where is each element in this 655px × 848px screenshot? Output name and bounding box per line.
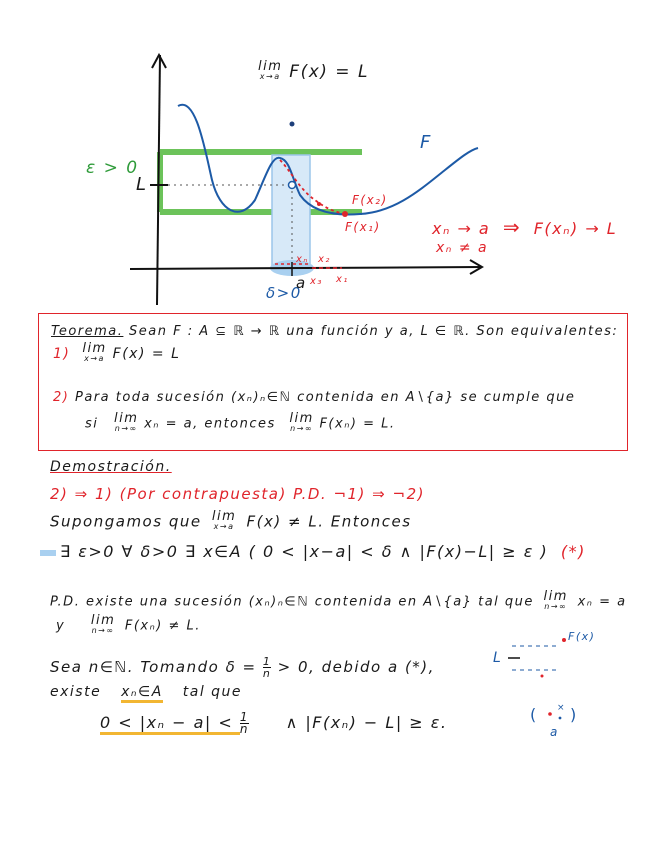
existe-b: tal que: [182, 684, 243, 700]
x3-axis-label: x₃: [310, 276, 323, 287]
y-lim: lim: [90, 613, 116, 628]
highlight-mark: [40, 550, 56, 556]
side-a-label: a: [550, 725, 559, 739]
theorem-item-2-cont: [85, 411, 396, 434]
theorem-item-1: [53, 341, 181, 364]
pd-lim: lim: [543, 589, 568, 604]
ineq-b: ∧ |F(xₙ) − L| ≥ ε.: [285, 713, 448, 732]
theorem-box: [38, 313, 628, 451]
proof-sea: [50, 656, 435, 679]
item2-mid: xₙ = a, entonces: [144, 416, 276, 432]
item1-lim-sub: x→a: [84, 354, 105, 363]
item2-end: F(xₙ) = L.: [319, 416, 396, 432]
exists-text: ∃ ε>0 ∀ δ>0 ∃ x∈A ( 0 < |x−a| < δ ∧ |F(x)−L| ≥ ε ): [60, 542, 549, 561]
proof-exists: [60, 542, 586, 561]
item2-lim-a: lim: [114, 411, 139, 426]
conv-rhs: F(xₙ) → L: [533, 219, 618, 238]
limit-rhs: F(x) = L: [289, 62, 369, 82]
suppose-lim-sub: x→a: [213, 522, 235, 531]
svg-text:): ): [570, 705, 577, 724]
fx1-label: F(x₁): [345, 220, 381, 234]
suppose-lim: lim: [211, 509, 237, 524]
sea-frac-num: 1: [262, 655, 272, 668]
item1-lim: lim: [82, 341, 107, 356]
L-label: L: [136, 174, 148, 195]
limit-expression: [258, 59, 369, 82]
x-axis: [130, 267, 482, 269]
item2-lim-b: lim: [289, 411, 314, 426]
conv-lhs: xₙ → a: [432, 219, 491, 238]
fx2-label: F(x₂): [352, 193, 388, 207]
proof-pd: [50, 589, 627, 612]
ineq-frac-den: n: [239, 722, 249, 736]
existe-xn: xₙ∈A: [121, 684, 163, 703]
fx2-point: [317, 202, 321, 206]
graph-figure: [0, 0, 655, 312]
f-label: F: [420, 132, 432, 153]
isolated-point: [290, 122, 295, 127]
pd-text: P.D. existe una sucesión (xₙ)ₙ∈ℕ contenida en A∖{a} tal que: [50, 594, 534, 610]
suppose-b: F(x) ≠ L. Entonces: [246, 512, 412, 531]
theorem-line-1: [51, 324, 618, 339]
item1-number: 1): [53, 346, 71, 362]
y-end: F(xₙ) ≠ L.: [124, 618, 201, 634]
item2-lim-b-sub: n→∞: [290, 424, 314, 433]
svg-text:(: (: [530, 705, 537, 724]
proof-y: [56, 613, 201, 636]
fx1-point: [342, 211, 348, 217]
convergence-statement: [432, 215, 617, 239]
function-curve: [178, 105, 478, 215]
item2-lim-a-sub: n→∞: [114, 424, 138, 433]
y-lim-sub: n→∞: [91, 626, 115, 635]
proof-inequality: [100, 712, 448, 735]
lim-word: lim: [258, 59, 283, 74]
sea-text: Sea n∈ℕ. Tomando δ =: [50, 658, 263, 676]
hole-point: [289, 182, 296, 189]
svg-text:×: ×: [557, 703, 565, 713]
sea-end: > 0, debido a (*),: [271, 658, 435, 676]
sea-frac-den: n: [262, 667, 272, 680]
pd-lim-sub: n→∞: [544, 602, 568, 611]
proof-direction: [50, 485, 425, 503]
delta-label: δ>0: [266, 284, 302, 302]
star-ref: (*): [560, 542, 586, 561]
y-word: y: [56, 618, 66, 634]
side-fx-label: F(x): [568, 630, 596, 643]
epsilon-label: ε > 0: [86, 158, 139, 178]
theorem-intro: Sean F : A ⊆ ℝ → ℝ una función y a, L ∈ ℝ. Son equivalentes:: [129, 324, 619, 339]
theorem-title: Teorema.: [51, 324, 124, 339]
implies-arrow: ⇒: [502, 215, 522, 239]
ineq-a: 0 < |xₙ − a| <: [100, 713, 240, 735]
theorem-item-2: [53, 390, 575, 405]
proof-existe: [50, 684, 242, 700]
side-L-label: L: [493, 650, 503, 666]
proof-suppose: [50, 509, 412, 532]
direction-text: 2) ⇒ 1) (Por contrapuesta) P.D. ¬1) ⇒ ¬2): [50, 485, 425, 503]
xn-axis-label: xₙ: [296, 254, 309, 265]
lim-subscript: x→a: [259, 72, 281, 81]
item2-number: 2): [53, 390, 70, 405]
conv-condition: xₙ ≠ a: [436, 240, 489, 256]
ineq-frac-num: 1: [239, 710, 249, 724]
a-label: a: [296, 274, 307, 292]
x1-axis-label: x₁: [336, 274, 349, 285]
item1-rhs: F(x) = L: [112, 346, 181, 362]
item2-si: si: [85, 416, 99, 432]
suppose-a: Supongamos que: [50, 512, 202, 531]
x2-axis-label: x₂: [318, 254, 331, 265]
existe-a: existe: [50, 684, 102, 700]
proof-title: Demostración.: [50, 459, 172, 475]
pd-end: xₙ = a: [577, 594, 627, 610]
item2-line1: Para toda sucesión (xₙ)ₙ∈ℕ contenida en A∖{a} se cumple que: [74, 390, 576, 405]
function-graph: [0, 0, 655, 312]
